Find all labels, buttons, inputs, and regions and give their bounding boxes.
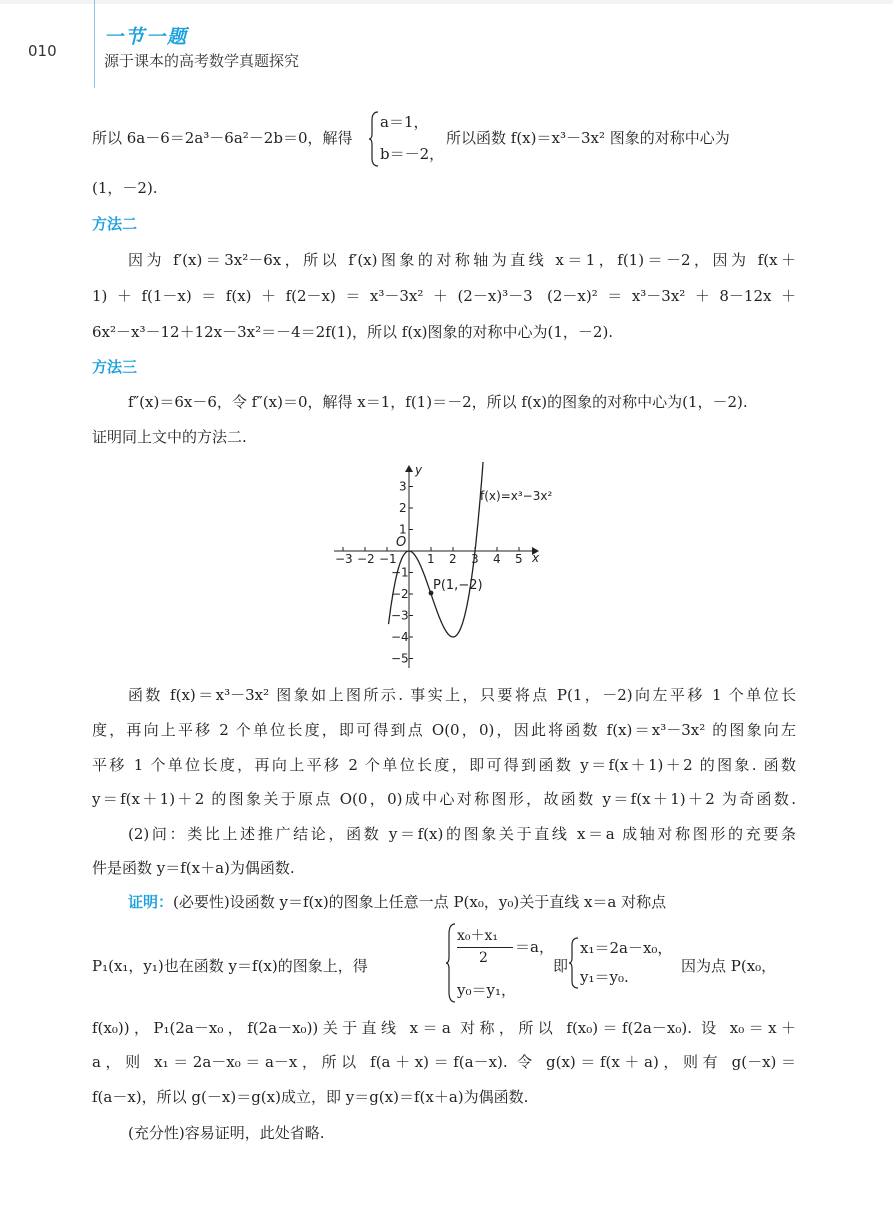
p1-text-a: 所以 6a－6＝2a³－6a²－2b＝0，解得 (92, 129, 353, 147)
proof-line-2-b: 即 (553, 957, 569, 975)
y-var-label: y (415, 463, 423, 477)
proof-line-5: f(a－x)，所以 g(－x)＝g(x)成立，即 y＝g(x)＝f(x＋a)为偶函数. (92, 1088, 529, 1106)
heading-method-3: 方法三 (92, 358, 138, 376)
x-tick-label: −3 (335, 552, 353, 566)
y-tick-label: −2 (391, 587, 409, 601)
system-2-rhs: ＝a， (515, 938, 554, 956)
system-2-denominator: 2 (479, 950, 488, 966)
y-tick-label: −1 (391, 565, 409, 580)
p4-line-3: 平移 1 个单位长度，再向上平移 2 个单位长度，即可得到函数 y＝f(x＋1)＋2 的图象. 函数 (92, 756, 796, 774)
y-tick-label: 3 (399, 479, 407, 494)
p1-text-b: 所以函数 f(x)＝x³－3x² 图象的对称中心为 (446, 129, 730, 147)
p1-text-c: (1，－2). (92, 179, 158, 197)
x-var-label: x (532, 551, 540, 565)
system-1-row-1: a＝1， (380, 113, 429, 131)
proof-label: 证明： (128, 893, 174, 911)
method-2-line-2: 1)＋f(1－x)＝f(x)＋f(2－x)＝x³－3x²＋(2－x)³－3 (2－x)²＝x³－3x²＋8－12x＋ (92, 287, 796, 305)
curve-label: f(x)=x³−3x² (480, 489, 553, 503)
x-tick-label: 4 (493, 552, 501, 566)
method-3-line-2: 证明同上文中的方法二. (92, 428, 247, 446)
system-1-row-2: b＝－2， (380, 145, 445, 163)
system-2 (445, 922, 555, 1004)
p4-line-2: 度，再向上平移 2 个单位长度，即可得到点 O(0，0)，因此将函数 f(x)＝x³－3x² 的图象向左 (92, 721, 796, 739)
proof-line-2-c: 因为点 P(x₀， (681, 957, 777, 975)
x-tick-label: 5 (515, 552, 523, 566)
y-ticks (391, 480, 413, 666)
page-number: 010 (28, 42, 57, 60)
book-brand: 一节一题 (104, 26, 189, 48)
p4-line-4: y＝f(x＋1)＋2 的图象关于原点 O(0，0)成中心对称图形，故函数 y＝f(x＋1)＋2 为奇函数. (92, 790, 796, 808)
method-2-line-1: 因为 f′(x)＝3x²－6x，所以 f′(x)图象的对称轴为直线 x＝1，f(1)＝－2，因为 f(x＋ (128, 251, 796, 269)
p5-line-1: (2)问：类比上述推广结论，函数 y＝f(x)的图象关于直线 x＝a 成轴对称图形的充要条 (128, 825, 796, 843)
method-3-line-1: f″(x)＝6x－6，令 f″(x)＝0，解得 x＝1，f(1)＝－2，所以 f(x)的图象的对称中心为(1，－2). (128, 393, 748, 411)
system-3-row-1: x₁＝2a－x₀， (580, 939, 673, 957)
proof-line-1-label (128, 892, 666, 912)
proof-line-1: (必要性)设函数 y＝f(x)的图象上任意一点 P(x₀，y₀)关于直线 x＝a 对称点 (173, 893, 667, 911)
brace-icon (568, 936, 580, 990)
y-tick-label: −3 (391, 608, 409, 623)
p5-line-2: 件是函数 y＝f(x＋a)为偶函数. (92, 859, 295, 877)
x-tick-label: −2 (357, 552, 375, 566)
system-3 (568, 936, 673, 990)
system-1 (368, 110, 445, 168)
p4-line-1: 函数 f(x)＝x³－3x² 图象如上图所示. 事实上，只要将点 P(1，－2)向左平移 1 个单位长 (128, 686, 796, 704)
heading-method-2: 方法二 (92, 215, 138, 233)
origin-label: O (396, 535, 407, 550)
function-graph (300, 462, 590, 674)
system-2-row-2: y₀＝y₁， (457, 981, 516, 999)
y-tick-label: 2 (399, 501, 407, 515)
y-tick-label: −5 (391, 651, 409, 666)
x-ticks (335, 547, 523, 566)
y-tick-label: 1 (399, 522, 407, 537)
point-p-label: P(1,−2) (433, 578, 483, 593)
system-3-row-2: y₁＝y₀. (580, 968, 629, 986)
header-divider (94, 0, 95, 88)
x-tick-label: 3 (471, 552, 479, 566)
y-tick-label: −4 (391, 630, 409, 644)
method-2-line-3: 6x²－x³－12＋12x－3x²＝－4＝2f(1)，所以 f(x)图象的对称中心为(1，－2). (92, 323, 614, 341)
proof-line-3: f(x₀))，P₁(2a－x₀，f(2a－x₀))关于直线 x＝a 对称，所以 f(x₀)＝f(2a－x₀). 设 x₀＝x＋ (92, 1019, 796, 1037)
brace-icon (445, 922, 457, 1004)
x-tick-label: −1 (379, 552, 397, 566)
proof-line-2-a: P₁(x₁，y₁)也在函数 y＝f(x)的图象上，得 (92, 957, 368, 975)
proof-line-4: a，则 x₁＝2a－x₀＝a－x，所以 f(a＋x)＝f(a－x). 令 g(x)＝f(x＋a)，则有 g(－x)＝ (92, 1053, 796, 1071)
book-subtitle: 源于课本的高考数学真题探究 (104, 52, 300, 70)
sufficiency-line: (充分性)容易证明，此处省略. (128, 1124, 325, 1142)
x-tick-label: 1 (427, 552, 435, 566)
system-2-numerator: x₀＋x₁ (457, 928, 499, 944)
brace-icon (368, 110, 380, 168)
x-tick-label: 2 (449, 552, 457, 566)
header-strip (0, 0, 893, 4)
